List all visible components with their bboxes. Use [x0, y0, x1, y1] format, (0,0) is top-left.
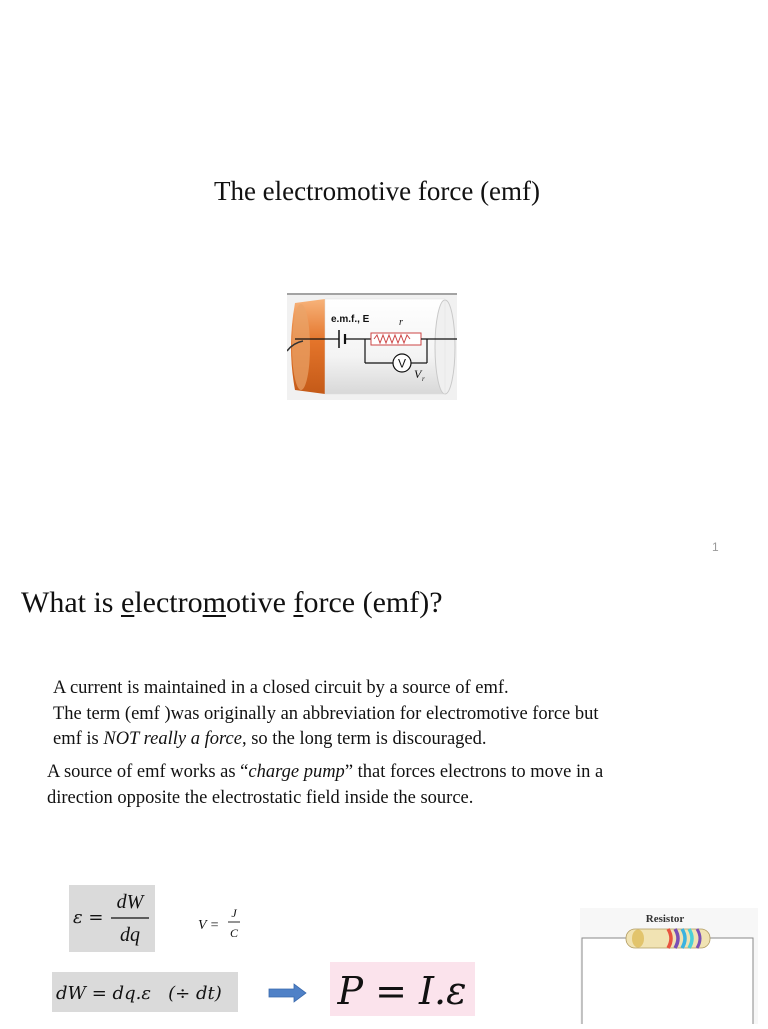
equation-work-charge — [52, 972, 238, 1012]
equation-emf-definition — [69, 885, 155, 952]
equation-text: P = I.ε — [337, 969, 467, 1013]
title-underlined-letter: e — [120, 586, 135, 619]
equation-text: dW = dq.ε (÷ dt) — [56, 983, 222, 1004]
right-arrow-icon — [268, 983, 308, 1003]
slide2-title — [21, 586, 443, 620]
emphasis-text: charge pump — [248, 762, 345, 782]
equation-numerator: dW — [116, 891, 144, 913]
text-segment: ” that forces electrons to move in a — [344, 762, 604, 782]
vr-label: V — [414, 367, 422, 381]
equation-volt-units — [197, 900, 247, 946]
title-text: What is — [21, 586, 121, 619]
equation-numerator: J — [231, 906, 237, 920]
text-segment: emf is — [53, 729, 104, 749]
equation-denominator: C — [229, 926, 239, 940]
title-text: orce (emf)? — [303, 586, 443, 619]
resistor-illustration — [580, 908, 758, 1024]
equation-power — [330, 962, 475, 1016]
page-number: 1 — [712, 540, 719, 554]
emf-label: e.m.f., E — [331, 314, 370, 325]
resistor-icon — [626, 929, 710, 948]
paragraph-charge-pump — [47, 760, 603, 811]
paragraph-line: The term (emf )was originally an abbreviation for electromotive force but — [53, 703, 599, 724]
battery-illustration — [287, 293, 457, 400]
vr-subscript: r — [422, 375, 425, 383]
equation-lhs: V = — [198, 918, 220, 933]
emphasis-text: NOT really a force — [103, 729, 242, 749]
title-underlined-letter: m — [202, 586, 226, 619]
paragraph-line: A current is maintained in a closed circuit by a source of emf. — [53, 678, 509, 698]
slide1-title: The electromotive force (emf) — [213, 176, 541, 206]
internal-resistance-label: r — [399, 317, 403, 328]
resistor-label: Resistor — [645, 913, 685, 925]
battery-circuit-diagram — [287, 293, 457, 400]
voltmeter-label: V — [397, 356, 407, 371]
paragraph-line — [47, 760, 603, 786]
paragraph-line: direction opposite the electrostatic field inside the source. — [47, 787, 474, 808]
text-segment: , so the long term is discouraged. — [241, 729, 487, 749]
title-underlined-letter: f — [293, 586, 304, 619]
equation-denominator: dq — [120, 924, 140, 946]
equation-lhs: ε = — [73, 907, 104, 928]
paragraph-line — [53, 727, 599, 753]
paragraph-emf-definition — [53, 676, 599, 753]
text-segment: A source of emf works as “ — [47, 762, 249, 782]
title-text: lectro — [134, 586, 203, 619]
title-text: otive — [225, 586, 294, 619]
